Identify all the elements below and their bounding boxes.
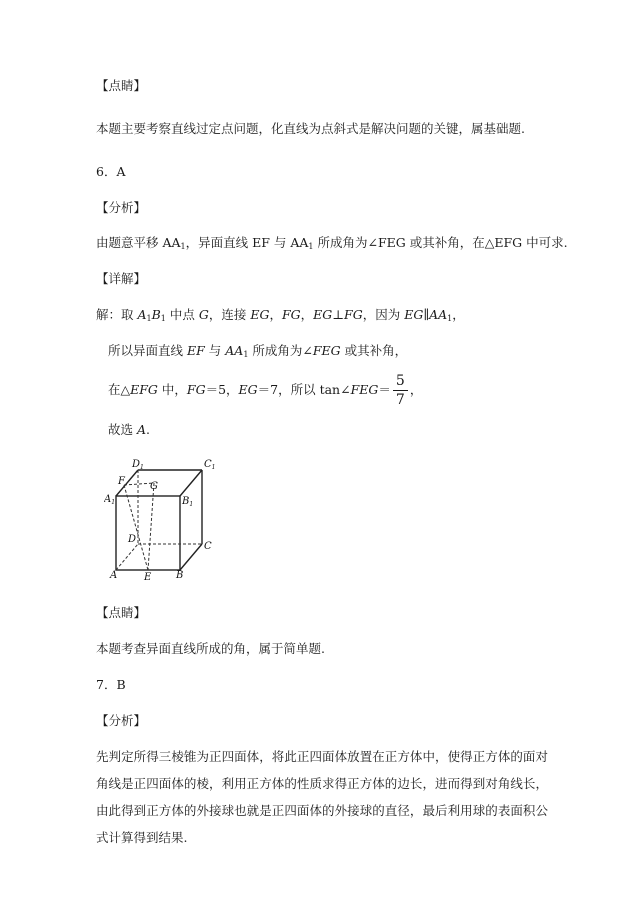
solution-line-3: 在△EFG 中，FG＝5，EG＝7，所以 tan∠FEG＝ $\frac{5}{7}$ ，: [108, 373, 423, 408]
edge-b1-c1: [180, 470, 202, 496]
dianjing-label-6: 【点睛】: [96, 605, 147, 620]
label-c: C: [204, 541, 212, 552]
label-d: D: [128, 534, 137, 545]
fenxi-text-7: 先判定所得三棱锥为正四面体，将此正四面体放置在正方体中，使得正方体的面对角线是正四面体的棱，利用正方体的性质求得正方体的边长，进而得到对角线长，由此得到正方体的外接球也就是正四面体的外接球的直径，最后利用球的表面积公式计算得到结果.: [96, 749, 548, 845]
question-7-heading: 7．B: [96, 677, 126, 692]
label-a: A: [110, 570, 118, 581]
solution-line-2: 所以异面直线 EF 与 $AA_1$ 所成角为∠FEG 或其补角，: [108, 343, 408, 359]
fenxi-label-6: 【分析】: [96, 200, 147, 215]
dianjing-text-1: 本题主要考察直线过定点问题，化直线为点斜式是解决问题的关键，属基础题.: [96, 121, 525, 136]
hidden-edge-a-d: [116, 544, 138, 570]
edge-b-c: [180, 544, 202, 570]
xiangjie-label-6: 【详解】: [96, 271, 147, 286]
segment-f-e: [124, 485, 148, 570]
question-6-heading: 6．A: [96, 164, 126, 179]
cube-front-face: [116, 496, 180, 570]
label-b1: $B_1$: [182, 496, 194, 508]
label-d1: $D_1$: [132, 459, 144, 471]
cube-figure: [104, 456, 224, 582]
solution-line-4: 故选 A.: [108, 422, 150, 437]
dianjing-text-6: 本题考查异面直线所成的角，属于简单题.: [96, 641, 325, 656]
dianjing-label-1: 【点睛】: [96, 78, 147, 93]
solution-line-1: 解：取 $A_1B_1$ 中点 G，连接 EG，FG，EG⊥FG，因为 $EG\parallel AA_1$，: [96, 307, 465, 323]
label-e: E: [144, 572, 152, 582]
label-g: G: [150, 481, 158, 492]
label-a1: $A_1$: [104, 494, 116, 506]
label-c1: $C_1$: [204, 459, 216, 471]
label-f: F: [118, 476, 125, 487]
fenxi-label-7: 【分析】: [96, 713, 147, 728]
label-b: B: [176, 570, 184, 581]
fenxi-text-6: 由题意平移 $AA_1$，异面直线 EF 与 $AA_1$ 所成角为∠FEG 或其补角，在△EFG 中可求.: [96, 235, 568, 251]
fraction-5-7: $\frac{5}{7}$: [393, 372, 408, 409]
